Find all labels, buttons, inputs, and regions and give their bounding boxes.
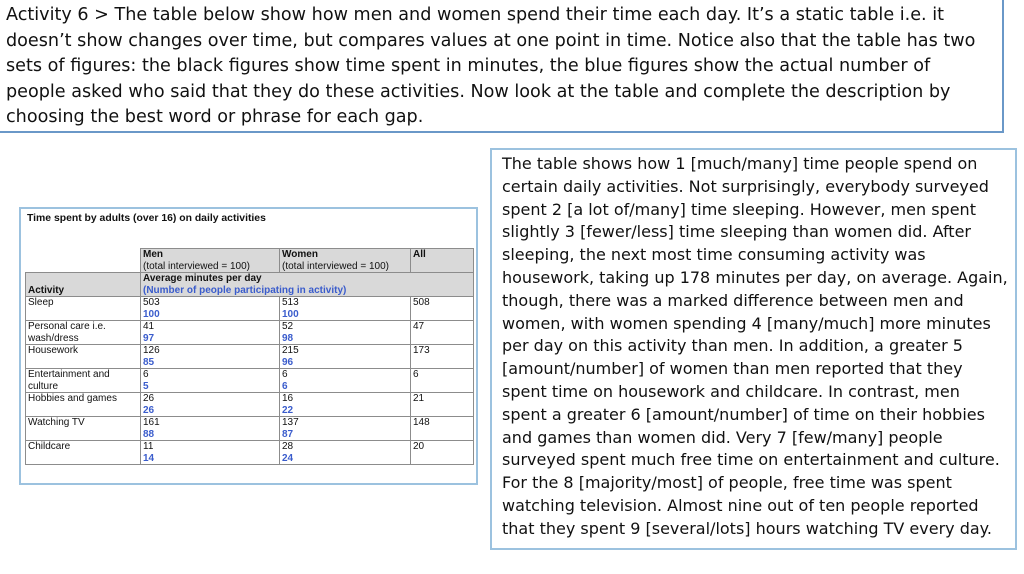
- men-count: 97: [143, 332, 155, 344]
- table-row: [26, 369, 474, 393]
- women-minutes: 28: [282, 441, 294, 452]
- activity-header-cell: [26, 273, 141, 297]
- men-count: 26: [143, 404, 155, 416]
- header-row-2: [26, 273, 474, 297]
- description-box: [490, 148, 1017, 550]
- all-header: All: [413, 249, 426, 260]
- women-cell: [280, 369, 411, 393]
- table-row: [26, 441, 474, 465]
- all-cell: [411, 417, 474, 441]
- time-spent-table: [25, 248, 474, 465]
- activity-cell: [26, 369, 141, 393]
- participants-header: (Number of people participating in activity): [143, 284, 347, 296]
- women-cell: [280, 441, 411, 465]
- instructions-box: [0, 0, 1004, 133]
- all-minutes: 20: [413, 441, 425, 452]
- men-count: 85: [143, 356, 155, 368]
- women-minutes: 6: [282, 369, 288, 380]
- men-minutes: 6: [143, 369, 149, 380]
- women-cell: [280, 417, 411, 441]
- table-row: [26, 321, 474, 345]
- women-count: 100: [282, 308, 299, 320]
- activity-label: Entertainment and culture: [28, 369, 110, 392]
- men-cell: [141, 369, 280, 393]
- women-count: 98: [282, 332, 294, 344]
- table-row: [26, 393, 474, 417]
- men-minutes: 503: [143, 297, 160, 308]
- all-minutes: 148: [413, 417, 430, 428]
- all-cell: [411, 393, 474, 417]
- men-cell: [141, 345, 280, 369]
- women-count: 22: [282, 404, 294, 416]
- table-row: [26, 297, 474, 321]
- activity-cell: [26, 297, 141, 321]
- all-minutes: 173: [413, 345, 430, 356]
- activity-cell: [26, 345, 141, 369]
- men-subheader: (total interviewed = 100): [143, 260, 251, 272]
- women-cell: [280, 393, 411, 417]
- men-header-cell: [141, 249, 280, 273]
- women-count: 24: [282, 452, 294, 464]
- women-minutes: 52: [282, 321, 294, 332]
- men-minutes: 26: [143, 393, 155, 404]
- women-header: Women: [282, 249, 318, 260]
- men-cell: [141, 417, 280, 441]
- activity-cell: [26, 417, 141, 441]
- women-cell: [280, 297, 411, 321]
- table-row: [26, 417, 474, 441]
- women-minutes: 215: [282, 345, 299, 356]
- men-minutes: 161: [143, 417, 160, 428]
- activity-label: Childcare: [28, 441, 71, 452]
- activity-label: Personal care i.e. wash/dress: [28, 321, 106, 344]
- women-cell: [280, 321, 411, 345]
- header-blank-cell: [26, 249, 141, 273]
- men-cell: [141, 393, 280, 417]
- men-cell: [141, 321, 280, 345]
- men-count: 88: [143, 428, 155, 440]
- all-cell: [411, 321, 474, 345]
- men-cell: [141, 441, 280, 465]
- men-count: 5: [143, 380, 149, 392]
- table-title: Time spent by adults (over 16) on daily activities: [27, 213, 266, 224]
- activity-label: Watching TV: [28, 417, 85, 428]
- activity-label: Hobbies and games: [28, 393, 117, 404]
- activity-label: Sleep: [28, 297, 54, 308]
- all-header-cell: [411, 249, 474, 273]
- all-cell: [411, 441, 474, 465]
- women-count: 87: [282, 428, 294, 440]
- all-minutes: 47: [413, 321, 425, 332]
- men-cell: [141, 297, 280, 321]
- activity-cell: [26, 321, 141, 345]
- activity-cell: [26, 441, 141, 465]
- women-minutes: 513: [282, 297, 299, 308]
- activity-label: Housework: [28, 345, 79, 356]
- table-figure: [19, 207, 478, 485]
- women-header-cell: [280, 249, 411, 273]
- men-minutes: 126: [143, 345, 160, 356]
- average-header-cell: [141, 273, 474, 297]
- description-text: The table shows how 1 [much/many] time people spend on certain daily activities. Not surprisingly, everybody surveyed spent 2 [a lot of/many] time sleeping. However, men spent slightly 3 [fewer/less] time sleeping than women did. After sleeping, the next most time consuming activity was housework, taking up 178 minutes per day, on average. Again, though, there was a marked difference between men and women, with women spending 4 [many/much] more minutes per day on this activity than men. In addition, a greater 5 [amount/number] of women than men reported that they spent time on housework and childcare. In contrast, men spent a greater 6 [amount/number] of time on their hobbies and games than women did. Very 7 [few/many] people surveyed spent much free time on entertainment and culture. For the 8 [majority/most] of people, free time was spent watching television. Almost nine out of ten people reported that they spent 9 [several/lots] hours watching TV every day.: [502, 154, 1008, 538]
- header-row-1: [26, 249, 474, 273]
- all-minutes: 21: [413, 393, 425, 404]
- activity-cell: [26, 393, 141, 417]
- all-cell: [411, 297, 474, 321]
- table-row: [26, 345, 474, 369]
- women-minutes: 137: [282, 417, 299, 428]
- men-minutes: 41: [143, 321, 155, 332]
- women-subheader: (total interviewed = 100): [282, 260, 390, 272]
- men-count: 14: [143, 452, 155, 464]
- men-header: Men: [143, 249, 163, 260]
- women-minutes: 16: [282, 393, 294, 404]
- all-minutes: 6: [413, 369, 419, 380]
- instructions-text: Activity 6 > The table below show how men and women spend their time each day. It’s a static table i.e. it doesn’t show changes over time, but compares values at one point in time. Notice also that the table has two sets of figures: the black figures show time spent in minutes, the blue figures show the actual number of people asked who said that they do these activities. Now look at the table and complete the description by choosing the best word or phrase for each gap.: [6, 5, 976, 128]
- activity-header: Activity: [28, 284, 65, 296]
- all-cell: [411, 345, 474, 369]
- average-minutes-header: Average minutes per day: [143, 273, 262, 284]
- women-count: 6: [282, 380, 288, 392]
- all-minutes: 508: [413, 297, 430, 308]
- men-count: 100: [143, 308, 160, 320]
- all-cell: [411, 369, 474, 393]
- women-count: 96: [282, 356, 294, 368]
- women-cell: [280, 345, 411, 369]
- men-minutes: 11: [143, 441, 154, 452]
